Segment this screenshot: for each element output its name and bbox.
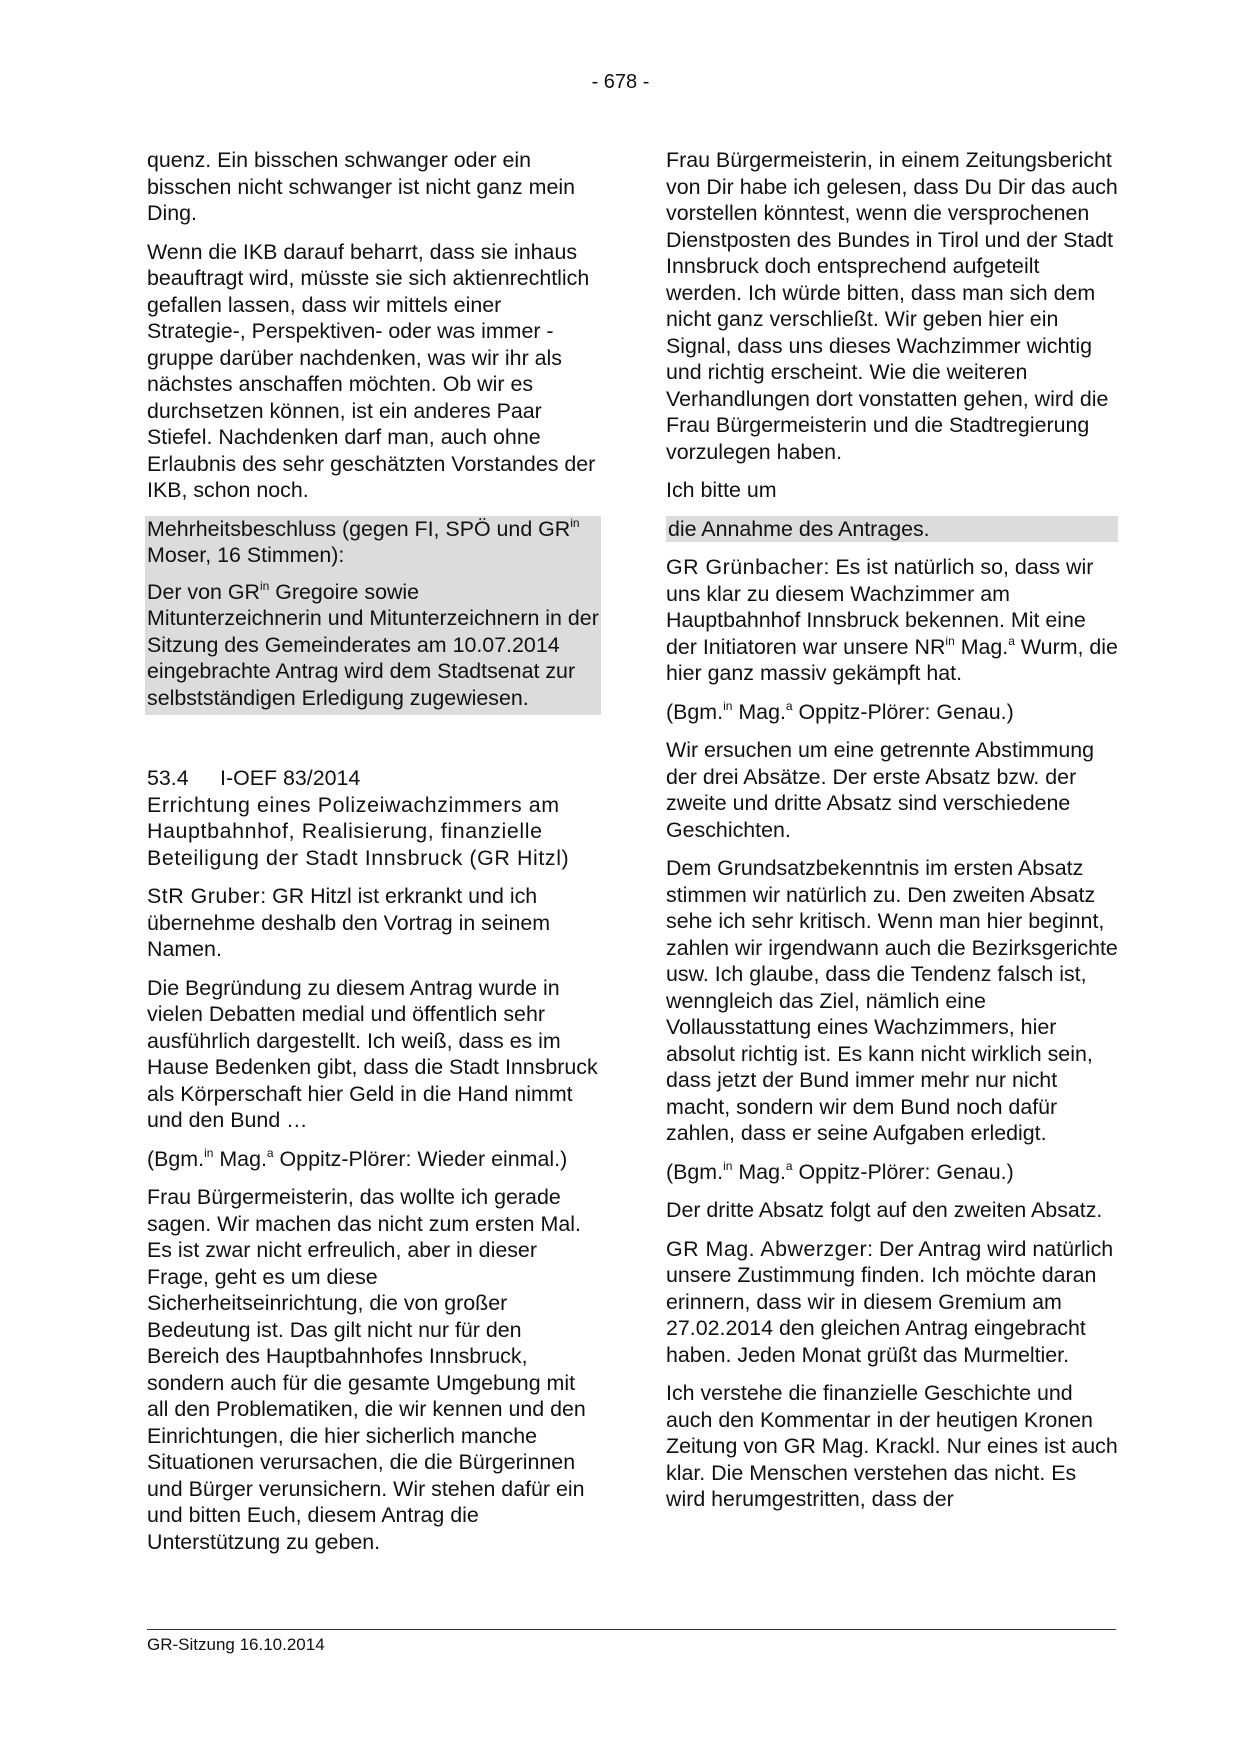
interjection [666, 1159, 1118, 1186]
text: Gregoire sowie Mitunterzeichnerin und Mitunterzeichnern in der Sitzung des Gemeinderates am 10.07.2014 eingebrachte Antrag wird dem Stadtsenat zur selbstständigen Erledigung zugewiesen. [147, 579, 599, 710]
superscript: in [723, 1158, 733, 1173]
superscript: a [1008, 633, 1015, 648]
right-column [666, 147, 1118, 1525]
paragraph [666, 1236, 1118, 1369]
text: : Der Antrag wird natürlich unsere Zustimmung finden. Ich möchte daran erinnern, dass wir in diesem Gremium am 27.02.2014 den gleichen Antrag eingebracht haben. Jeden Monat grüßt das Murmeltier. [666, 1236, 1114, 1367]
text: : Es ist natürlich so, dass wir uns klar zu diesem Wachzimmer am Hauptbahnhof Innsbruck bekennen. Mit eine der Initiatoren war unsere NR [666, 555, 1094, 659]
item-code: I-OEF 83/2014 [220, 766, 361, 790]
paragraph: quenz. Ein bisschen schwanger oder ein bisschen nicht schwanger ist nicht ganz mein Ding. [147, 148, 576, 225]
paragraph: Wir ersuchen um eine getrennte Abstimmung der drei Absätze. Der erste Absatz bzw. der zweite und dritte Absatz sind verschiedene Geschichten. [666, 738, 1095, 842]
superscript: in [723, 698, 733, 713]
text: Oppitz-Plörer: Genau.) [792, 699, 1014, 724]
text: Mag. [732, 1159, 786, 1184]
paragraph [147, 883, 599, 963]
paragraph: Frau Bürgermeisterin, in einem Zeitungsbericht von Dir habe ich gelesen, dass Du Dir das auch vorstellen könntest, wenn die versprochenen Dienstposten des Bundes in Tirol und der Stadt Innsbruck doch entsprechend aufgeteilt werden. Ich würde bitten, dass man sich dem nicht ganz verschließt. Wir geben hier ein Signal, dass uns dieses Wachzimmer wichtig und richtig erscheint. Wie die weiteren Verhandlungen dort vonstatten gehen, wird die Frau Bürgermeisterin und die Stadtregierung vorzulegen haben. [666, 148, 1118, 464]
paragraph: Dem Grundsatzbekenntnis im ersten Absatz stimmen wir natürlich zu. Den zweiten Absatz sehe ich sehr kritisch. Wenn man hier beginnt, zahlen wir irgendwann auch die Bezirksgerichte usw. Ich glaube, dass die Tendenz falsch ist, wenngleich das Ziel, nämlich eine Vollausstattung eines Wachzimmers, hier absolut richtig ist. Es kann nicht wirklich sein, dass jetzt der Bund immer mehr nur nicht macht, sondern wir dem Bund noch dafür zahlen, dass er seine Aufgaben erledigt. [666, 856, 1118, 1145]
interjection [666, 699, 1118, 726]
text: (Bgm. [666, 1159, 724, 1184]
page-number: - 678 - [591, 71, 650, 93]
text: Oppitz-Plörer: Wieder einmal.) [273, 1146, 568, 1171]
text: Mag. [213, 1146, 267, 1171]
decision-box [145, 516, 601, 716]
superscript: a [785, 1158, 793, 1173]
text: Wurm, die hier ganz massiv gekämpft hat. [666, 634, 1118, 685]
superscript: in [204, 1145, 214, 1160]
text: : GR Hitzl ist erkrankt und ich übernehme deshalb den Vortrag in seinem Namen. [147, 884, 551, 961]
superscript: in [570, 515, 580, 530]
speaker: GR Grünbacher [666, 555, 824, 579]
item-number: 53.4 [147, 766, 189, 790]
superscript: in [259, 578, 270, 593]
text: Mag. [954, 634, 1009, 659]
motion-highlight: die Annahme des Antrages. [666, 516, 1118, 543]
agenda-item-heading [147, 765, 599, 792]
decision-heading [147, 516, 599, 569]
paragraph: Ich bitte um [666, 478, 777, 502]
footer-text: GR-Sitzung 16.10.2014 [147, 1635, 325, 1654]
text: Oppitz-Plörer: Genau.) [792, 1159, 1014, 1184]
text: Moser, 16 Stimmen): [147, 543, 345, 567]
superscript: a [266, 1145, 274, 1160]
paragraph [666, 554, 1118, 687]
paragraph: Der dritte Absatz folgt auf den zweiten Absatz. [666, 1198, 1103, 1222]
paragraph: Frau Bürgermeisterin, das wollte ich gerade sagen. Wir machen das nicht zum ersten Mal. Es ist zwar nicht erfreulich, aber in dieser Frage, geht es um diese Sicherheitseinrichtung, die von großer Bedeutung ist. Das gilt nicht nur für den Bereich des Hauptbahnhofes Innsbruck, sondern auch für die gesamte Umgebung mit all den Problematiken, die wir kennen und den Einrichtungen, die hier sicherlich manche Situationen verursachen, die die Bürgerinnen und Bürger verunsichern. Wir stehen dafür ein und bitten Euch, diesem Antrag die Unterstützung zu geben. [147, 1185, 586, 1554]
speaker: GR Mag. Abwerzger [666, 1236, 868, 1261]
text: Der von GR [147, 579, 260, 604]
superscript: a [785, 698, 793, 713]
paragraph: Wenn die IKB darauf beharrt, dass sie inhaus beauftragt wird, müsste sie sich aktienrechtlich gefallen lassen, dass wir mittels einer Strategie-, Perspektiven- oder was immer -gruppe darüber nachdenken, was wir ihr als nächstes anschaffen möchten. Ob wir es durchsetzen können, ist ein anderes Paar Stiefel. Nachdenken darf man, auch ohne Erlaubnis des sehr geschätzten Vorstandes der IKB, schon noch. [147, 239, 596, 502]
text: (Bgm. [147, 1146, 205, 1171]
left-column [147, 147, 599, 1567]
decision-text [147, 569, 599, 712]
text: Mehrheitsbeschluss (gegen FI, SPÖ und GR [147, 516, 571, 541]
text: Mag. [732, 699, 786, 724]
item-title: Errichtung eines Polizeiwachzimmers am Hauptbahnhof, Realisierung, finanzielle Beteiligung der Stadt Innsbruck (GR Hitzl) [147, 792, 570, 870]
paragraph: Die Begründung zu diesem Antrag wurde in vielen Debatten medial und öffentlich sehr ausführlich dargestellt. Ich weiß, dass es im Hause Bedenken gibt, dass die Stadt Innsbruck als Körperschaft hier Geld in die Hand nimmt und den Bund … [147, 975, 598, 1132]
text: (Bgm. [666, 699, 724, 724]
speaker: StR Gruber [147, 884, 261, 908]
superscript: in [945, 633, 955, 648]
interjection [147, 1146, 599, 1173]
paragraph: Ich verstehe die finanzielle Geschichte und auch den Kommentar in der heutigen Kronen Zeitung von GR Mag. Krackl. Nur eines ist auch klar. Die Menschen verstehen das nicht. Es wird herumgestritten, dass der [666, 1381, 1118, 1511]
footer-divider [147, 1629, 1116, 1630]
